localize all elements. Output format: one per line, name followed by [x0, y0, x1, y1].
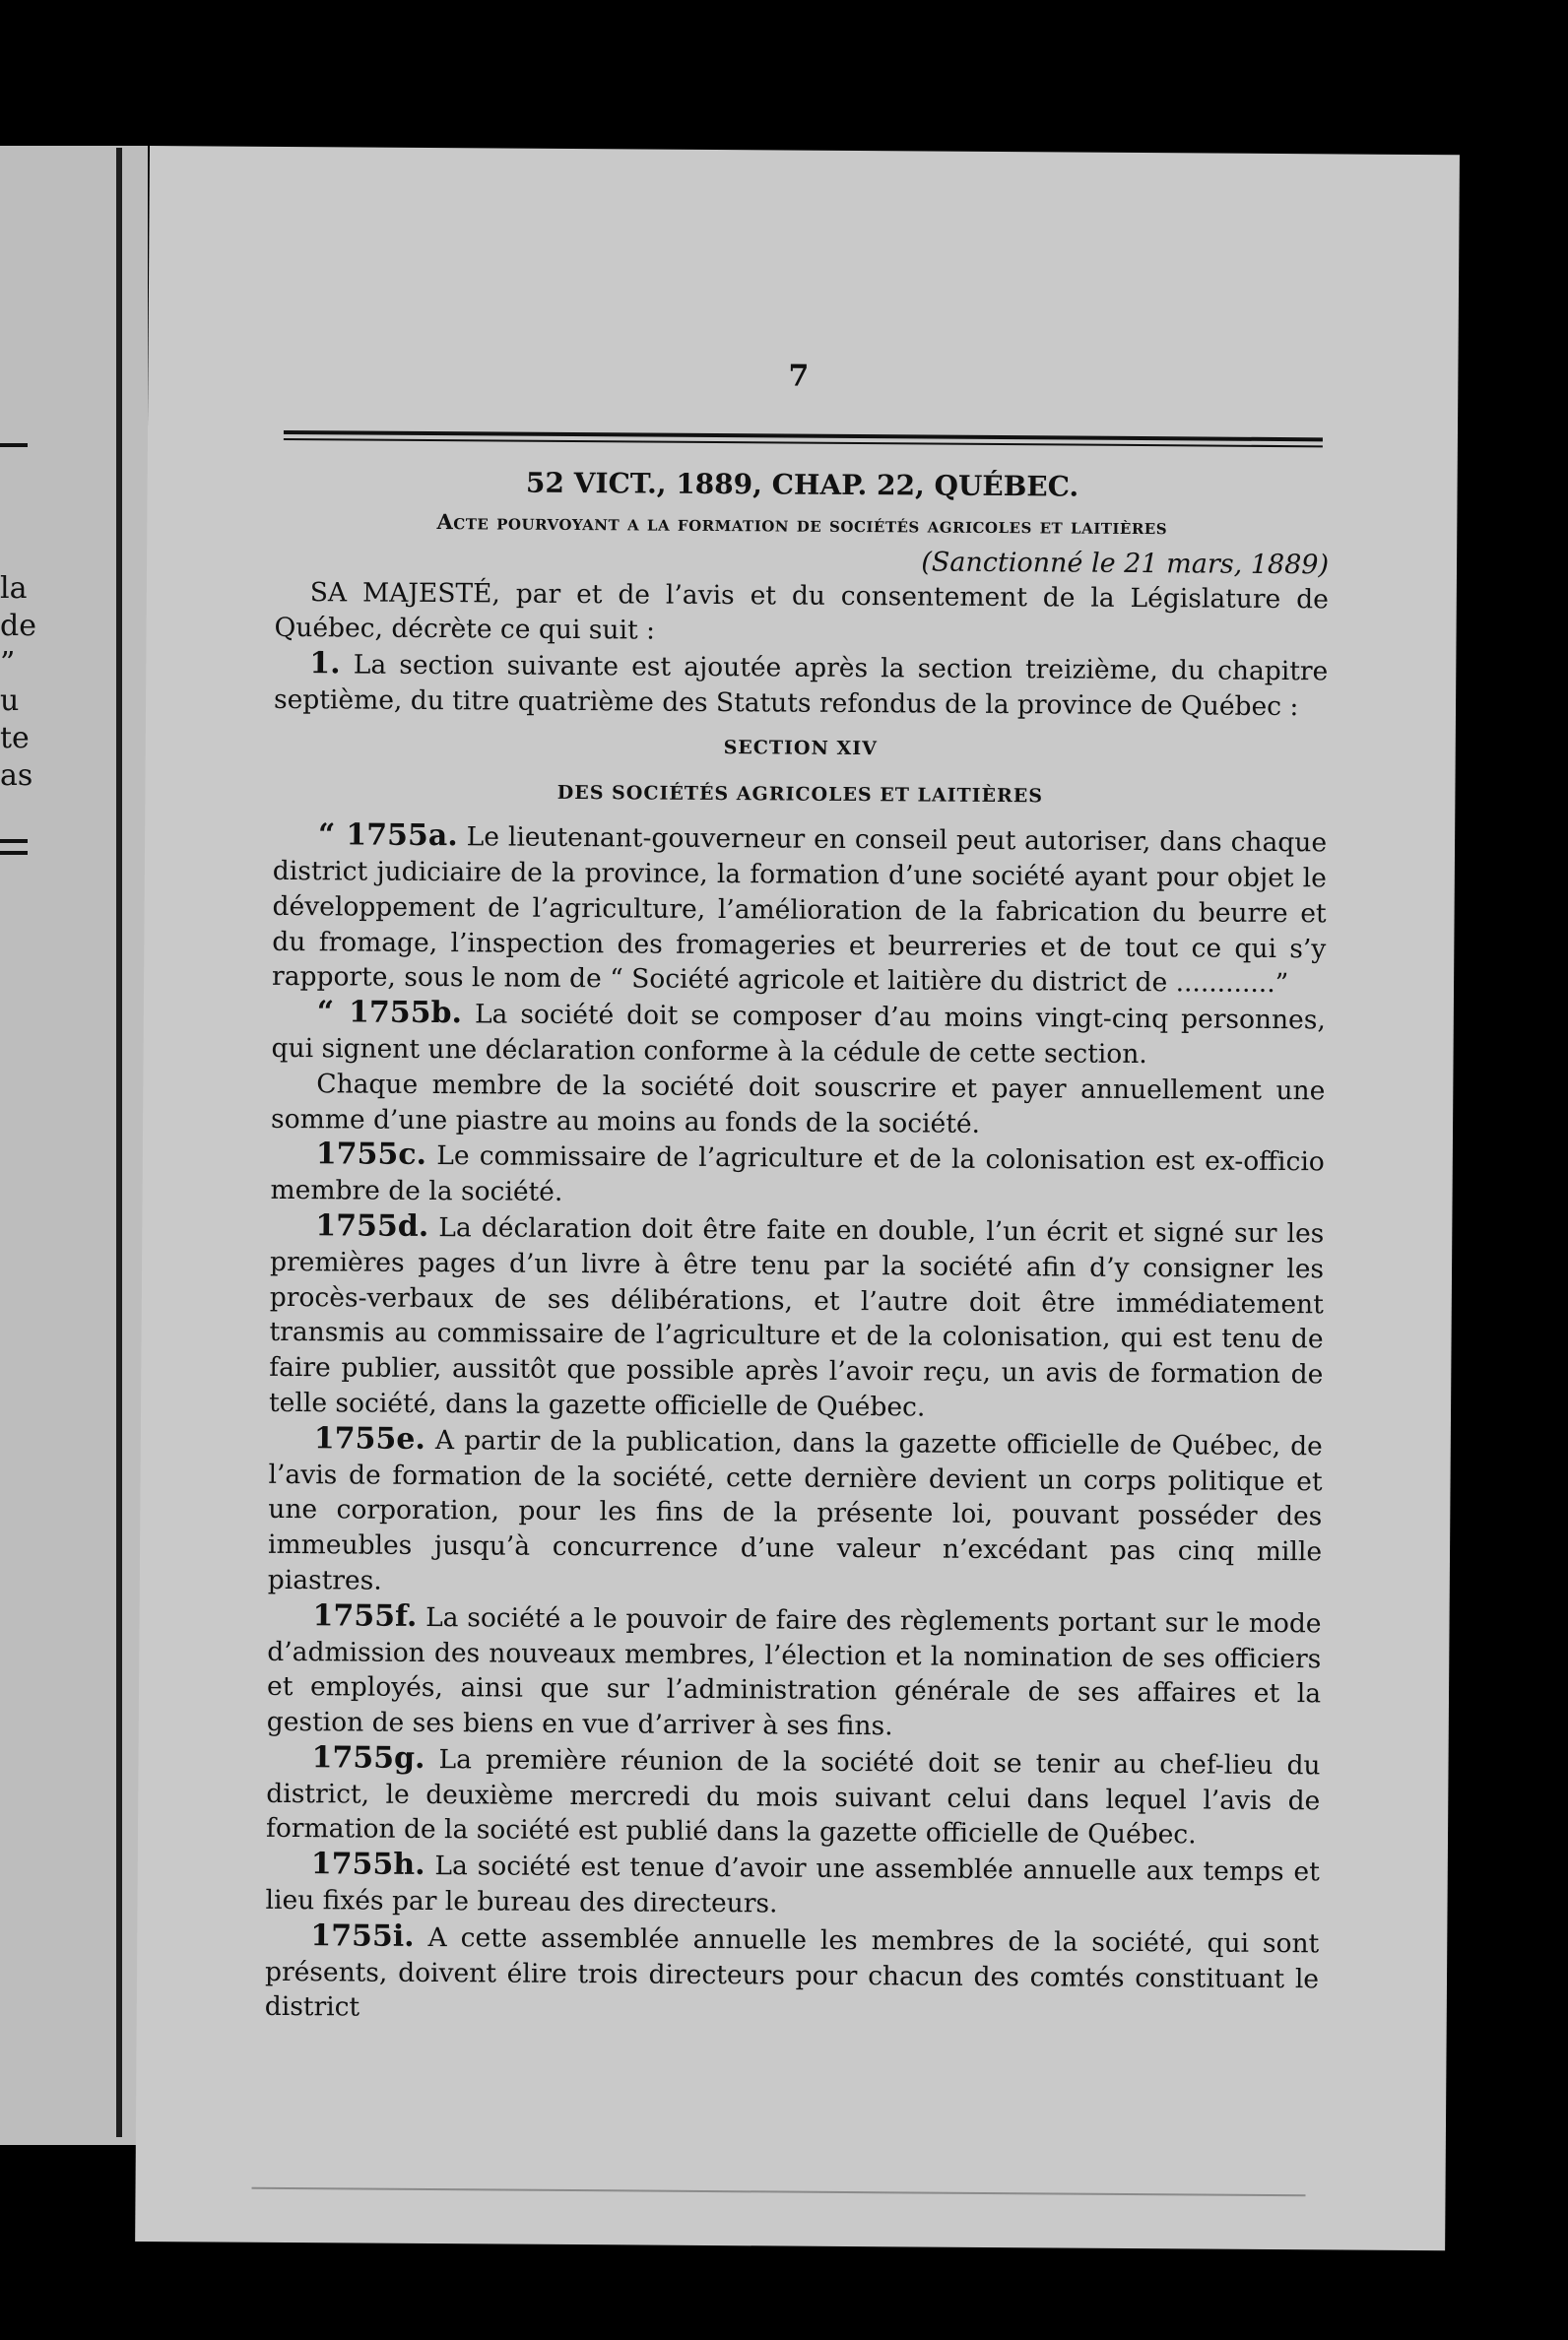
article-text: La société doit se composer d’au moins vingt-cinq personnes, qui signent une déclaration conforme à la cédule de cette section.	[271, 999, 1326, 1071]
facing-page-fragment: te	[0, 721, 30, 755]
footer-rule	[252, 2187, 1306, 2196]
section-subheading: DES SOCIÉTÉS AGRICOLES ET LAITIÈRES	[556, 782, 1044, 808]
article-1	[274, 646, 1328, 725]
facing-page-edge	[0, 146, 148, 2145]
article-text: La société a le pouvoir de faire des règlements portant sur le mode d’admission des nouveaux membres, l’élection et la nomination de ses officiers et employés, ainsi que sur l’administration générale de ses affaires et la gestion de ses biens en vue d’arriver à ses fins.	[266, 1601, 1322, 1742]
facing-page-rule	[0, 839, 28, 843]
article-number: “ 1755b.	[316, 995, 463, 1031]
article-text: La première réunion de la société doit se tenir au chef-lieu du district, le deuxième mercredi du mois suivant celui dans lequel l’avis de formation de la société est publié dans la gazette officielle de Québec.	[265, 1743, 1321, 1851]
article-text: La société est tenue d’avoir une assemblée annuelle aux temps et lieu fixés par le bureau des directeurs.	[265, 1851, 1320, 1919]
facing-page-rule	[0, 443, 28, 447]
facing-page-fragment: ”	[0, 646, 16, 681]
article-text: Le lieutenant-gouverneur en conseil peut autoriser, dans chaque district judiciaire de la province, la formation d’une société ayant pour objet le développement de l’agriculture, l’amélioration de la fabrication du beurre et du fromage, l’inspection des fromageries et beurreries et de tout ce qui s’y rapporte, sous le nom de “ Société agricole et laitière du district de ............”	[272, 821, 1328, 1000]
article-text: A partir de la publication, dans la gazette officielle de Québec, de l’avis de formation de la société, cette dernière devient un corps politique et une corporation, pour les fins de la présente loi, pouvant posséder des immeubles jusqu’à concurrence d’une valeur n’excédant pas cinq mille piastres.	[267, 1424, 1323, 1596]
act-title	[275, 503, 1329, 546]
article-number: 1755c.	[315, 1137, 427, 1173]
article-1755e	[268, 1421, 1323, 1605]
article-number: 1755i.	[310, 1918, 415, 1954]
article-1755h	[265, 1847, 1319, 1925]
article-text: A cette assemblée annuelle les membres de la société, qui sont présents, doivent élire trois directeurs pour chacun des comtés constituant le district	[264, 1921, 1320, 2024]
facing-page-fragment: de	[0, 609, 36, 643]
article-number: 1755d.	[315, 1208, 429, 1244]
article-1755f	[267, 1598, 1322, 1748]
article-number: 1755g.	[311, 1740, 425, 1776]
book-spine	[116, 148, 122, 2137]
article-1755i	[265, 1918, 1320, 2033]
facing-page-fragment: u	[0, 683, 20, 718]
article-number: 1755h.	[310, 1847, 425, 1883]
article-1755g	[266, 1740, 1321, 1854]
article-number: 1755f.	[312, 1597, 418, 1634]
document-page	[135, 146, 1460, 2250]
article-1755a	[272, 817, 1327, 1002]
article-1755b	[271, 995, 1325, 1073]
section-heading: SECTION XIV	[723, 736, 878, 759]
article-1755b-paragraph	[271, 1067, 1325, 1144]
facing-page-fragment: as	[0, 758, 33, 793]
preamble: SA MAJESTÉ, par et de l’avis et du consentement de la Législature de Québec, décrète ce qui suit :	[274, 577, 1329, 646]
article-text: Chaque membre de la société doit souscrire et payer annuellement une somme d’une piastre au moins au fonds de la société.	[270, 1068, 1326, 1139]
facing-page-rule	[0, 851, 28, 855]
article-1755c	[270, 1137, 1324, 1215]
facing-page-fragment: la	[0, 571, 28, 606]
statute-title: 52 VICT., 1889, CHAP. 22, QUÉBEC.	[525, 466, 1079, 503]
article-1755d	[269, 1208, 1324, 1428]
page-body	[265, 464, 1330, 2033]
article-number: 1755e.	[313, 1420, 425, 1457]
article-text: La déclaration doit être faite en double, l’un écrit et signé sur les premières pages d’un livre à être tenu par la société afin d’y consigner les procès-verbaux de ses délibérations, et l’autre doit être immédiatement transmis au commissaire de l’agriculture et de la colonisation, qui est tenu de faire publier, aussitôt que possible après l’avoir reçu, un avis de formation de telle société, dans la gazette officielle de Québec.	[268, 1212, 1325, 1423]
act-title-text: Acte pourvoyant a la formation de sociétés agricoles et laitières	[436, 508, 1168, 540]
article-text: Le commissaire de l’agriculture et de la colonisation est ex-officio membre de la société.	[270, 1140, 1325, 1208]
article-number: “ 1755a.	[317, 817, 458, 854]
page-number: 7	[788, 358, 810, 394]
sanction-date: (Sanctionné le 21 mars, 1889)	[921, 547, 1330, 580]
article-number: 1.	[309, 646, 341, 682]
article-text: La section suivante est ajoutée après la section treizième, du chapitre septième, du titre quatrième des Statuts refondus de la province de Québec :	[273, 649, 1329, 722]
